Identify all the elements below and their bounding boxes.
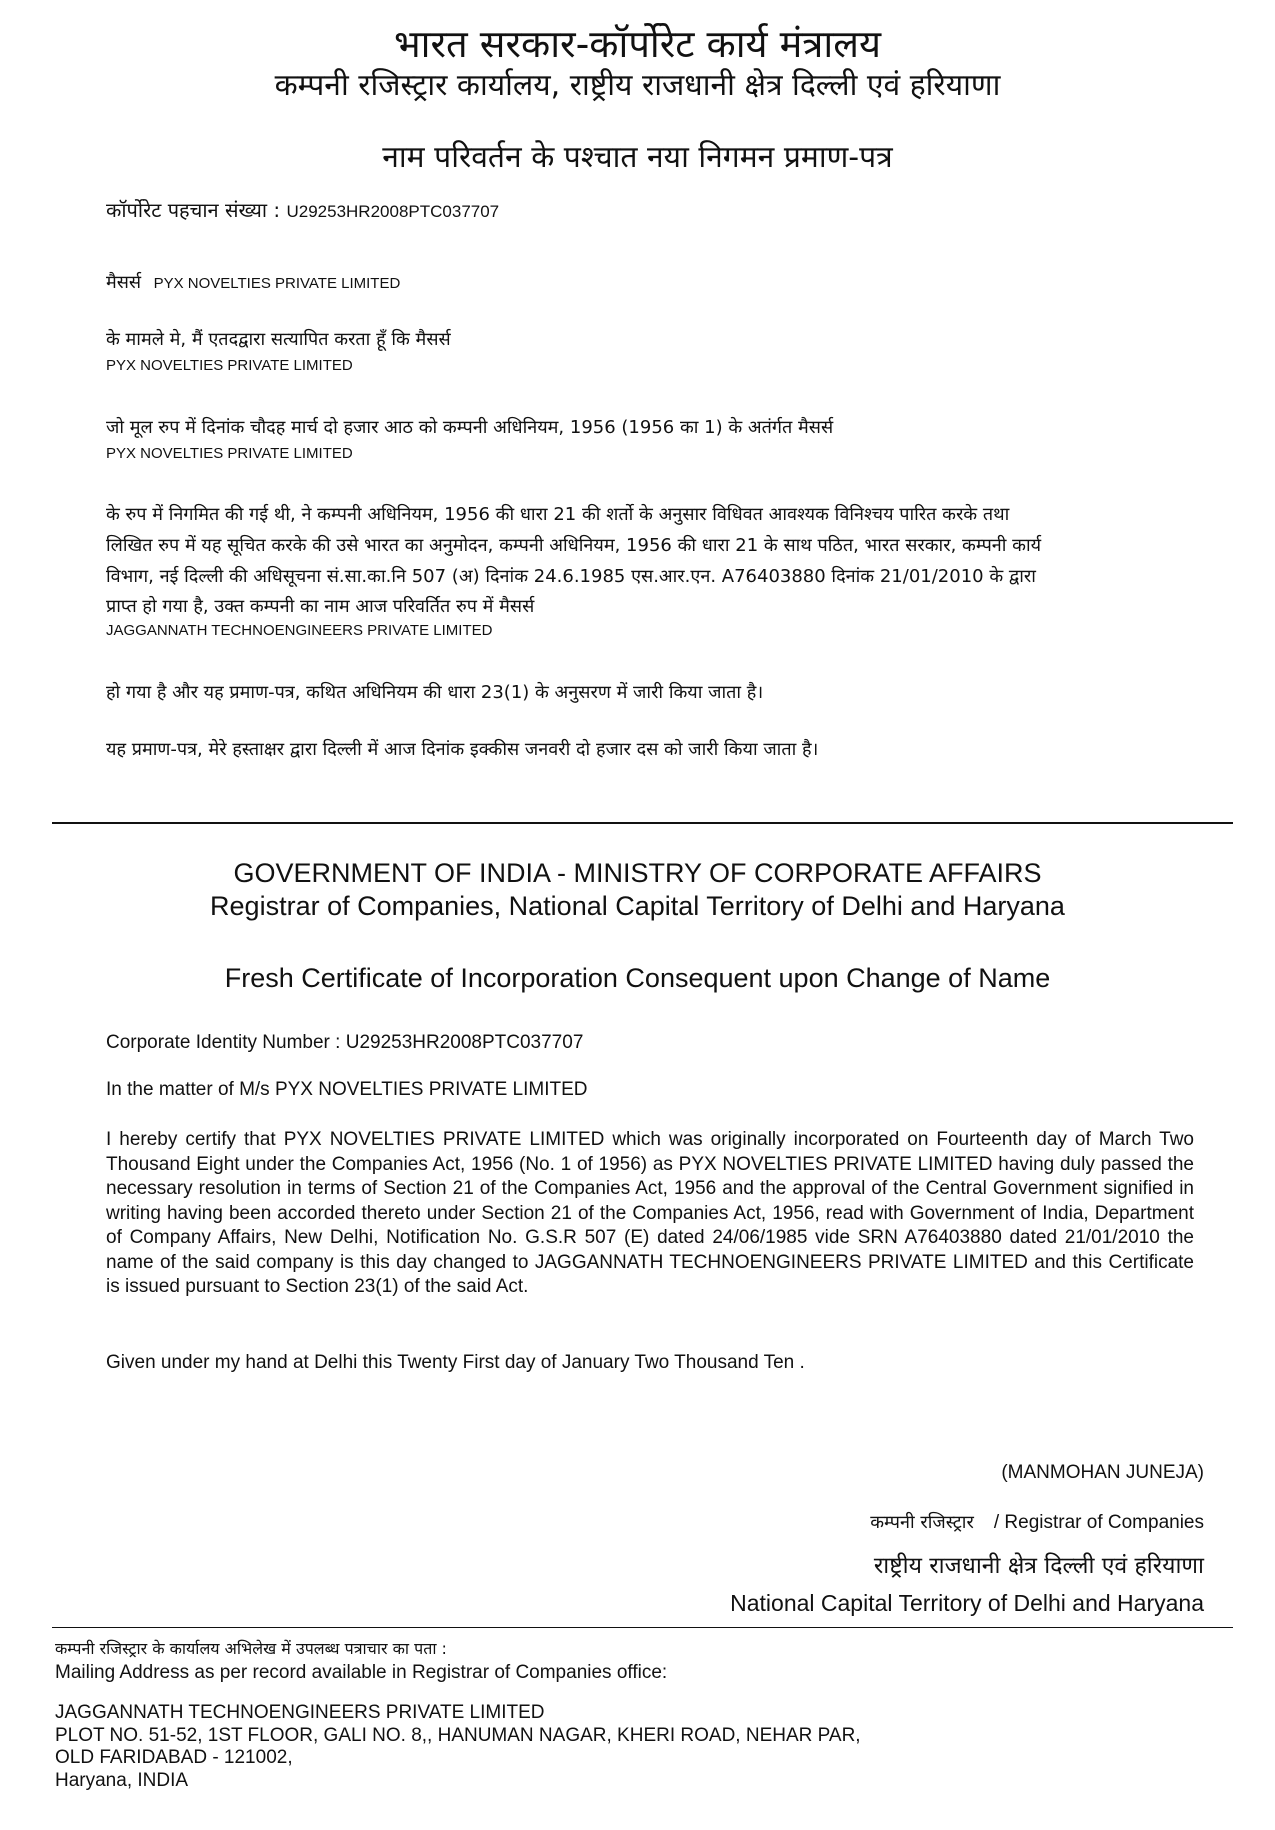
hindi-para3-line4: प्राप्त हो गया है, उक्त कम्पनी का नाम आज परिवर्तित रुप में मैसर्स [106,596,535,617]
hindi-title-ministry: भारत सरकार-कॉर्पोरेट कार्य मंत्रालय [393,22,882,66]
english-certificate-title: Fresh Certificate of Incorporation Consequent upon Change of Name [224,963,1051,993]
english-given-line: Given under my hand at Delhi this Twenty First day of January Two Thousand Ten . [106,1352,805,1373]
hindi-para3-line1: के रुप में निगमित की गई थी, ने कम्पनी अधिनियम, 1956 की धारा 21 की शर्तो के अनुसार विधिवत आवश्यक विनिश्चय पारित करके तथा [106,504,1010,525]
signatory-role [870,1510,1204,1534]
address-line: OLD FARIDABAD - 121002, [55,1747,293,1768]
hindi-messrs-line [106,268,1196,298]
hindi-para2-company: PYX NOVELTIES PRIVATE LIMITED [106,445,353,462]
signatory-region-english: National Capital Territory of Delhi and Haryana [730,1590,1204,1616]
mailing-label-hindi: कम्पनी रजिस्ट्रार के कार्यालय अभिलेख में उपलब्ध पत्राचार का पता : [55,1639,447,1658]
footer-divider [52,1627,1233,1628]
address-line: JAGGANNATH TECHNOENGINEERS PRIVATE LIMITED [55,1702,545,1723]
hindi-para3-line3: विभाग, नई दिल्ली की अधिसूचना सं.सा.का.नि 507 (अ) दिनांक 24.6.1985 एस.आर.एन. A76403880 दिनांक 21/01/2010 के द्वारा [106,566,1036,587]
hindi-para3-line2: लिखित रुप में यह सूचित करके की उसे भारत का अनुमोदन, कम्पनी अधिनियम, 1956 की धारा 21 के साथ पठित, भारत सरकार, कम्पनी कार्य [106,535,1042,556]
mailing-label-english: Mailing Address as per record available in Registrar of Companies office: [55,1662,668,1683]
hindi-para3-company: JAGGANNATH TECHNOENGINEERS PRIVATE LIMITED [106,622,493,639]
hindi-para5: यह प्रमाण-पत्र, मेरे हस्ताक्षर द्वारा दिल्ली में आज दिनांक इक्कीस जनवरी दो हजार दस को जारी किया जाता है। [106,739,819,760]
english-certification-body: I hereby certify that PYX NOVELTIES PRIVATE LIMITED which was originally incorporated on Fourteenth day of March Two Thousand Eight under the Companies Act, 1956 (No. 1 of 1956) as PYX NOVELTIES PRIVATE LIMITED having duly passed the necessary resolution in terms of Section 21 of the Companies Act, 1956 and the approval of the Central Government signified in writing having been accorded thereto under Section 21 of the Companies Act, 1956, read with Government of India, Department of Company Affairs, New Delhi, Notification No. G.S.R 507 (E) dated 24/06/1985 vide SRN A76403880 dated 21/01/2010 the name of the said company is this day changed to JAGGANNATH TECHNOENGINEERS PRIVATE LIMITED and this Certificate is issued pursuant to Section 23(1) of the said Act. [106,1129,1194,1297]
english-matter: In the matter of M/s PYX NOVELTIES PRIVATE LIMITED [106,1079,588,1100]
hindi-cin-label: कॉर्पोरेट पहचान संख्या : [106,198,281,222]
section-divider [52,822,1233,824]
signatory-role-hindi: कम्पनी रजिस्ट्रार [870,1512,974,1533]
address-line: Haryana, INDIA [55,1769,189,1791]
address-line: PLOT NO. 51-52, 1ST FLOOR, GALI NO. 8,, HANUMAN NAGAR, KHERI ROAD, NEHAR PAR, [55,1724,861,1746]
hindi-messrs-label: मैसर्स [106,272,142,293]
hindi-title-registrar: कम्पनी रजिस्ट्रार कार्यालय, राष्ट्रीय राजधानी क्षेत्र दिल्ली एवं हरियाणा [274,68,1001,103]
signatory-role-english: / Registrar of Companies [993,1512,1204,1533]
hindi-messrs-company: PYX NOVELTIES PRIVATE LIMITED [153,275,401,292]
hindi-para4: हो गया है और यह प्रमाण-पत्र, कथित अधिनियम की धारा 23(1) के अनुसरण में जारी किया जाता है। [106,682,764,703]
hindi-para1-company: PYX NOVELTIES PRIVATE LIMITED [106,357,353,374]
hindi-cin-value: U29253HR2008PTC037707 [286,202,500,221]
english-cin: Corporate Identity Number : U29253HR2008PTC037707 [106,1032,584,1053]
english-title-ministry: GOVERNMENT OF INDIA - MINISTRY OF CORPORATE AFFAIRS [233,858,1042,888]
hindi-certificate-title: नाम परिवर्तन के पश्चात नया निगमन प्रमाण-पत्र [382,140,893,175]
signatory-region-hindi: राष्ट्रीय राजधानी क्षेत्र दिल्ली एवं हरियाणा [873,1553,1204,1579]
hindi-para2-line1: जो मूल रुप में दिनांक चौदह मार्च दो हजार आठ को कम्पनी अधिनियम, 1956 (1956 का 1) के अतंर्गत मैसर्स [106,417,834,438]
hindi-para1-line1: के मामले मे, मैं एतदद्वारा सत्यापित करता हूँ कि मैसर्स [106,329,451,350]
mailing-address [55,1702,861,1792]
english-title-registrar: Registrar of Companies, National Capital Territory of Delhi and Haryana [210,891,1065,921]
signatory-name: (MANMOHAN JUNEJA) [1001,1462,1204,1483]
hindi-cin [106,196,499,223]
